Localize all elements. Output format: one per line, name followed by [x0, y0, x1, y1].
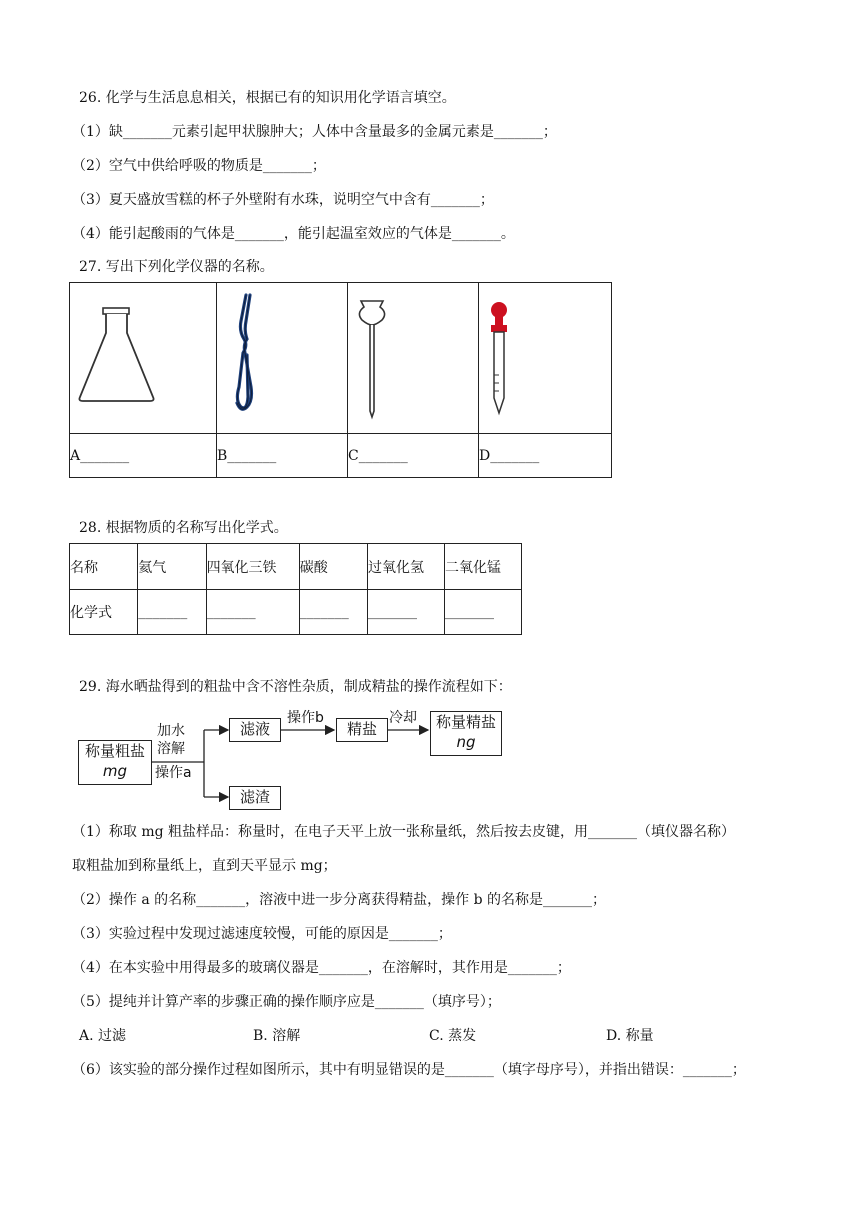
blank-fe3o4: _______ — [206, 590, 299, 635]
header-h2co3: 碳酸 — [299, 544, 367, 590]
blank-mno2: _______ — [445, 590, 522, 635]
q29-item-6: （6）该实验的部分操作过程如图所示，其中有明显错误的是_______（填字母序号），并指出错误：_______； — [72, 1062, 746, 1078]
blank-h2co3: _______ — [299, 590, 367, 635]
blank-helium: _______ — [138, 590, 206, 635]
header-helium: 氦气 — [138, 544, 206, 590]
label-dissolve: 溶解 — [157, 741, 185, 757]
box-weigh-crude-salt — [78, 740, 152, 785]
option-b: B. 溶解 — [253, 1028, 301, 1044]
q26-item-4: （4）能引起酸雨的气体是_______，能引起温室效应的气体是_______。 — [72, 226, 515, 242]
caption-a: A_______ — [70, 434, 217, 478]
q29-item-3: （3）实验过程中发现过滤速度较慢，可能的原因是_______； — [72, 926, 452, 942]
header-name: 名称 — [70, 544, 138, 590]
q29-item-4: （4）在本实验中用得最多的玻璃仪器是_______，在溶解时，其作用是_______； — [72, 960, 571, 976]
caption-c: C_______ — [348, 434, 479, 478]
box-weigh-fine-salt-mass: ng — [456, 733, 476, 751]
label-op-a: 操作a — [155, 765, 192, 781]
q26-item-3: （3）夏天盛放雪糕的杯子外壁附有水珠，说明空气中含有_______； — [72, 192, 494, 208]
q29-item-1a: （1）称取 mg 粗盐样品：称量时，在电子天平上放一张称量纸，然后按去皮键，用_______（填仪器名称） — [72, 824, 736, 840]
option-a: A. 过滤 — [79, 1028, 127, 1044]
q29-item-1b: 取粗盐加到称量纸上，直到天平显示 mg； — [72, 858, 337, 874]
blank-h2o2: _______ — [368, 590, 445, 635]
label-cool: 冷却 — [389, 710, 417, 726]
header-h2o2: 过氧化氢 — [368, 544, 445, 590]
box-weigh-crude-salt-label: 称量粗盐 — [84, 742, 145, 760]
q29-title: 29. 海水晒盐得到的粗盐中含不溶性杂质，制成精盐的操作流程如下： — [79, 679, 512, 695]
box-weigh-fine-salt — [430, 711, 502, 756]
box-weigh-fine-salt-label: 称量精盐 — [435, 713, 496, 731]
header-fe3o4: 四氧化三铁 — [206, 544, 299, 590]
caption-d: D_______ — [479, 434, 612, 478]
header-mno2: 二氧化锰 — [445, 544, 522, 590]
option-d: D. 称量 — [606, 1028, 654, 1044]
label-op-b: 操作b — [287, 710, 324, 726]
option-c: C. 蒸发 — [429, 1028, 477, 1044]
box-residue: 滤渣 — [229, 786, 281, 810]
box-filtrate: 滤液 — [229, 718, 281, 742]
q26-item-2: （2）空气中供给呼吸的物质是_______； — [72, 158, 326, 174]
q26-item-1: （1）缺_______元素引起甲状腺肿大；人体中含量最多的金属元素是_______； — [72, 124, 557, 140]
q28-title: 28. 根据物质的名称写出化学式。 — [79, 520, 288, 536]
row-label-formula: 化学式 — [70, 590, 138, 635]
box-fine-salt: 精盐 — [336, 718, 388, 742]
q27-title: 27. 写出下列化学仪器的名称。 — [79, 259, 274, 275]
q29-item-2: （2）操作 a 的名称_______，溶液中进一步分离获得精盐，操作 b 的名称是_______； — [72, 892, 607, 908]
box-weigh-crude-salt-mass: mg — [102, 762, 128, 780]
q26-title: 26. 化学与生活息息相关，根据已有的知识用化学语言填空。 — [79, 90, 456, 106]
caption-b: B_______ — [217, 434, 348, 478]
label-add-water: 加水 — [157, 723, 185, 739]
q29-item-5: （5）提纯并计算产率的步骤正确的操作顺序应是_______（填序号）； — [72, 994, 501, 1010]
